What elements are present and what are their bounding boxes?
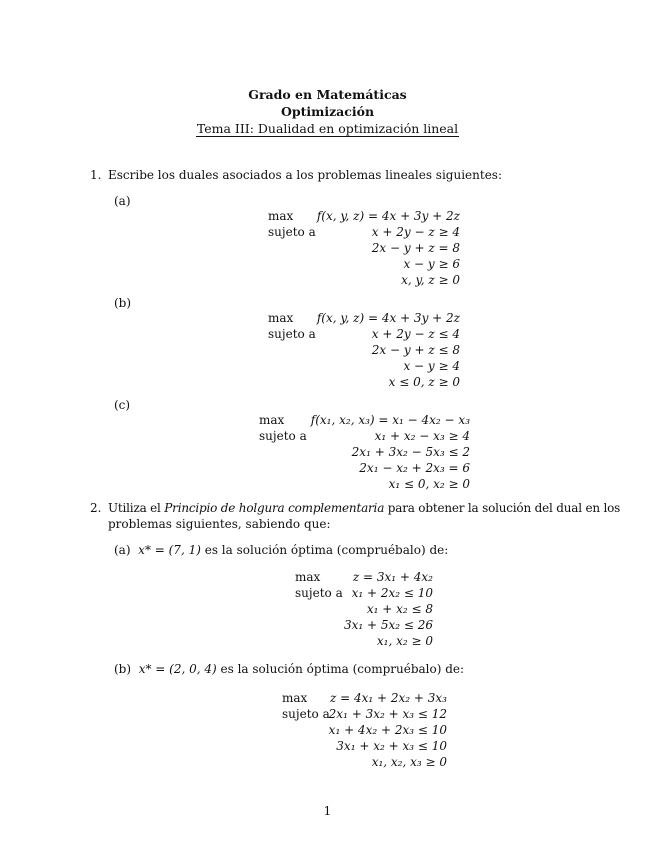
row-expression: z = 4x₁ + 2x₂ + 3x₃ <box>329 691 447 705</box>
row-expression: x₁ ≤ 0, x₂ ≥ 0 <box>388 477 470 491</box>
row-expression: x − y ≥ 4 <box>403 359 460 373</box>
exercise-2-number: 2. <box>90 501 102 515</box>
principle-name: Principio de holgura complementaria <box>164 501 385 515</box>
row-expression: 2x − y + z = 8 <box>371 241 460 255</box>
problem-row <box>268 326 460 342</box>
row-expression: x, y, z ≥ 0 <box>401 273 460 287</box>
problem-row <box>268 240 460 256</box>
problem-row <box>295 601 433 617</box>
row-expression: f(x, y, z) = 4x + 3y + 2z <box>316 311 460 325</box>
problem-row <box>259 460 470 476</box>
part-text: es la solución óptima (compruébalo) de: <box>204 543 449 557</box>
problem-row <box>295 617 433 633</box>
part-2b-intro <box>114 661 464 677</box>
part-2b-label: (b) <box>114 662 132 676</box>
topic-subtitle: Tema III: Dualidad en optimización lineal <box>196 121 459 136</box>
problem-row <box>282 706 447 722</box>
row-expression: x₁, x₂, x₃ ≥ 0 <box>371 755 447 769</box>
exercise-1-statement: Escribe los duales asociados a los problemas lineales siguientes: <box>108 168 502 182</box>
row-expression: 2x₁ + 3x₂ − 5x₃ ≤ 2 <box>351 445 470 459</box>
problem-row <box>295 585 433 601</box>
problem-row <box>295 569 433 585</box>
row-label: sujeto a <box>259 429 307 443</box>
statement-text: para obtener la solución del dual en los <box>384 501 621 515</box>
problem-row <box>295 633 433 649</box>
problem-row <box>259 428 470 444</box>
exercise-1-number: 1. <box>90 168 102 182</box>
row-expression: 2x₁ − x₂ + 2x₃ = 6 <box>359 461 470 475</box>
statement-text: Utiliza el <box>108 501 165 515</box>
row-label: max <box>282 691 308 705</box>
row-label: max <box>295 570 321 584</box>
optimal-solution: x* = (7, 1) <box>138 543 201 557</box>
row-expression: f(x₁, x₂, x₃) = x₁ − 4x₂ − x₃ <box>310 413 470 427</box>
problem-row <box>268 358 460 374</box>
row-label: max <box>268 209 294 223</box>
row-label: sujeto a <box>295 586 343 600</box>
problem-row <box>268 342 460 358</box>
problem-row <box>268 310 460 326</box>
problem-row <box>268 256 460 272</box>
row-expression: 3x₁ + x₂ + x₃ ≤ 10 <box>336 739 447 753</box>
page-number: 1 <box>323 804 332 818</box>
problem-row <box>259 476 470 492</box>
problem-row <box>268 272 460 288</box>
row-expression: x + 2y − z ≤ 4 <box>371 327 460 341</box>
part-1c-label: (c) <box>114 398 131 412</box>
part-1b-label: (b) <box>114 296 132 310</box>
problem-row <box>268 374 460 390</box>
problem-row <box>282 754 447 770</box>
row-label: sujeto a <box>268 327 316 341</box>
row-expression: 2x − y + z ≤ 8 <box>371 343 460 357</box>
row-label: sujeto a <box>282 707 330 721</box>
problem-row <box>259 444 470 460</box>
problem-row <box>282 690 447 706</box>
problem-row <box>282 722 447 738</box>
part-text: es la solución óptima (compruébalo) de: <box>220 662 465 676</box>
row-expression: x₁ + 2x₂ ≤ 10 <box>351 586 433 600</box>
row-expression: x₁, x₂ ≥ 0 <box>376 634 433 648</box>
row-label: sujeto a <box>268 225 316 239</box>
exercise-2-statement-line2: problemas siguientes, sabiendo que: <box>108 517 331 531</box>
problem-row <box>259 412 470 428</box>
course-title: Optimización <box>280 104 375 119</box>
row-label: max <box>259 413 285 427</box>
document-header <box>0 86 655 137</box>
degree-title: Grado en Matemáticas <box>248 87 407 102</box>
problem-row <box>268 208 460 224</box>
part-2a-label: (a) <box>114 543 131 557</box>
problem-row <box>282 738 447 754</box>
row-expression: x − y ≥ 6 <box>403 257 460 271</box>
row-label: max <box>268 311 294 325</box>
exercise-2-statement-line1 <box>108 500 620 516</box>
row-expression: 3x₁ + 5x₂ ≤ 26 <box>343 618 433 632</box>
row-expression: 2x₁ + 3x₂ + x₃ ≤ 12 <box>328 707 447 721</box>
row-expression: x₁ + 4x₂ + 2x₃ ≤ 10 <box>328 723 447 737</box>
row-expression: z = 3x₁ + 4x₂ <box>352 570 433 584</box>
row-expression: x₁ + x₂ − x₃ ≥ 4 <box>374 429 470 443</box>
row-expression: x₁ + x₂ ≤ 8 <box>366 602 433 616</box>
part-1a-label: (a) <box>114 194 131 208</box>
optimal-solution: x* = (2, 0, 4) <box>138 662 217 676</box>
problem-row <box>268 224 460 240</box>
row-expression: x ≤ 0, z ≥ 0 <box>388 375 460 389</box>
row-expression: x + 2y − z ≥ 4 <box>371 225 460 239</box>
row-expression: f(x, y, z) = 4x + 3y + 2z <box>316 209 460 223</box>
part-2a-intro <box>114 542 448 558</box>
